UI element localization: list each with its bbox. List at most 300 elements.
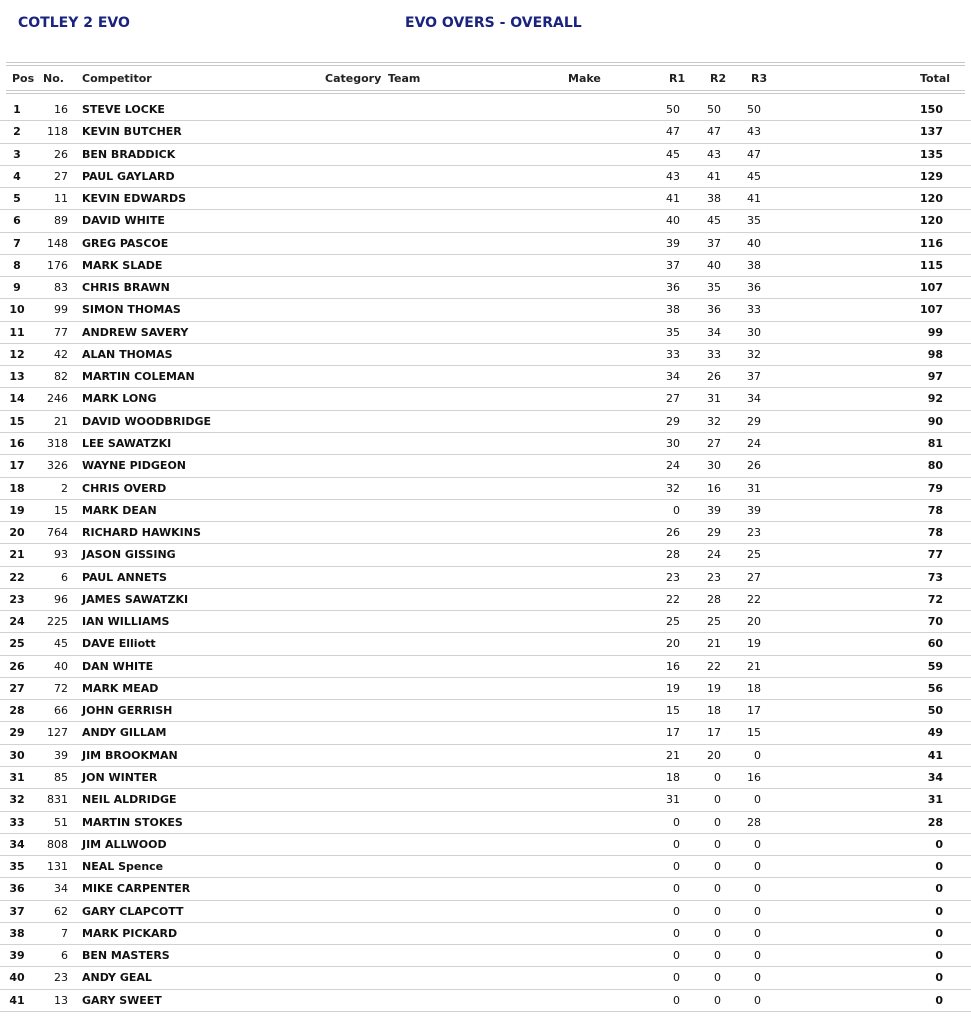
number-cell: 51	[54, 815, 68, 829]
table-row	[0, 388, 971, 410]
position-cell: 30	[9, 748, 25, 762]
table-row	[0, 856, 971, 878]
competitor-cell: CHRIS BRAWN	[82, 281, 170, 295]
r1-cell: 36	[666, 281, 680, 295]
number-cell: 26	[54, 147, 68, 161]
competitor-cell: DAN WHITE	[82, 659, 154, 673]
r2-cell: 0	[714, 949, 721, 963]
r3-cell: 0	[754, 882, 761, 896]
table-row	[0, 544, 971, 566]
total-cell: 107	[920, 281, 943, 295]
competitor-cell: SIMON THOMAS	[82, 303, 181, 317]
r3-cell: 0	[754, 860, 761, 874]
position-cell: 10	[9, 303, 25, 317]
total-cell: 34	[927, 770, 943, 784]
r2-cell: 0	[714, 793, 721, 807]
number-cell: 808	[47, 837, 68, 851]
competitor-cell: PAUL ANNETS	[82, 570, 167, 584]
total-cell: 0	[935, 926, 943, 940]
position-cell: 39	[9, 949, 25, 963]
r3-cell: 18	[747, 681, 761, 695]
col-competitor-header: Competitor	[82, 72, 152, 85]
number-cell: 2	[61, 481, 68, 495]
r2-cell: 33	[707, 347, 721, 361]
position-cell: 9	[13, 281, 21, 295]
r2-cell: 37	[707, 236, 721, 250]
r3-cell: 45	[747, 169, 761, 183]
position-cell: 41	[9, 993, 25, 1007]
r1-cell: 22	[666, 592, 680, 606]
competitor-cell: BEN BRADDICK	[82, 147, 176, 161]
r2-cell: 0	[714, 926, 721, 940]
col-r1-header: R1	[669, 72, 686, 85]
r1-cell: 38	[666, 303, 680, 317]
r1-cell: 20	[666, 637, 680, 651]
r2-cell: 35	[707, 281, 721, 295]
r3-cell: 27	[747, 570, 761, 584]
r2-cell: 34	[707, 325, 721, 339]
position-cell: 1	[13, 103, 21, 116]
r1-cell: 34	[666, 370, 680, 384]
r2-cell: 0	[714, 837, 721, 851]
number-cell: 96	[54, 592, 68, 606]
r3-cell: 0	[754, 904, 761, 918]
table-row	[0, 121, 971, 143]
r3-cell: 21	[747, 659, 761, 673]
competitor-cell: JIM BROOKMAN	[82, 748, 178, 762]
r3-cell: 23	[747, 526, 761, 540]
r3-cell: 0	[754, 926, 761, 940]
competitor-cell: STEVE LOCKE	[82, 103, 165, 116]
r3-cell: 0	[754, 971, 761, 985]
r3-cell: 26	[747, 459, 761, 473]
number-cell: 82	[54, 370, 68, 384]
competitor-cell: DAVID WHITE	[82, 214, 165, 228]
table-row	[0, 366, 971, 388]
competitor-cell: ALAN THOMAS	[82, 347, 173, 361]
total-cell: 107	[920, 303, 943, 317]
table-row	[0, 99, 971, 121]
position-cell: 26	[9, 659, 25, 673]
r3-cell: 28	[747, 815, 761, 829]
number-cell: 131	[47, 860, 68, 874]
position-cell: 18	[9, 481, 25, 495]
table-row	[0, 478, 971, 500]
table-row	[0, 433, 971, 455]
r3-cell: 17	[747, 704, 761, 718]
r1-cell: 17	[666, 726, 680, 740]
competitor-cell: DAVID WOODBRIDGE	[82, 414, 212, 428]
class-title: EVO OVERS - OVERALL	[405, 15, 582, 31]
r3-cell: 38	[747, 258, 761, 272]
r3-cell: 0	[754, 993, 761, 1007]
number-cell: 77	[54, 325, 68, 339]
position-cell: 4	[13, 169, 21, 183]
table-row	[0, 633, 971, 655]
r3-cell: 37	[747, 370, 761, 384]
r2-cell: 25	[707, 615, 721, 629]
r2-cell: 32	[707, 414, 721, 428]
table-row	[0, 656, 971, 678]
r2-cell: 24	[707, 548, 721, 562]
total-cell: 79	[927, 481, 943, 495]
total-cell: 120	[920, 214, 943, 228]
total-cell: 0	[935, 837, 943, 851]
r1-cell: 47	[666, 125, 680, 139]
total-cell: 92	[927, 392, 943, 406]
number-cell: 93	[54, 548, 68, 562]
r2-cell: 30	[707, 459, 721, 473]
competitor-cell: MARK MEAD	[82, 681, 159, 695]
position-cell: 2	[13, 125, 21, 139]
r2-cell: 23	[707, 570, 721, 584]
position-cell: 12	[9, 347, 25, 361]
position-cell: 7	[13, 236, 21, 250]
number-cell: 45	[54, 637, 68, 651]
total-cell: 99	[927, 325, 943, 339]
position-cell: 32	[9, 793, 25, 807]
table-row	[0, 901, 971, 923]
event-title: COTLEY 2 EVO	[18, 15, 130, 31]
total-cell: 50	[927, 704, 943, 718]
position-cell: 20	[9, 526, 25, 540]
table-row	[0, 589, 971, 611]
r1-cell: 0	[673, 971, 680, 985]
table-row	[0, 700, 971, 722]
competitor-cell: WAYNE PIDGEON	[82, 459, 187, 473]
competitor-cell: NEIL ALDRIDGE	[82, 793, 177, 807]
table-row	[0, 455, 971, 477]
r1-cell: 16	[666, 659, 680, 673]
competitor-cell: PAUL GAYLARD	[82, 169, 175, 183]
r3-cell: 0	[754, 793, 761, 807]
position-cell: 8	[13, 258, 21, 272]
r2-cell: 18	[707, 704, 721, 718]
r1-cell: 15	[666, 704, 680, 718]
position-cell: 6	[13, 214, 21, 228]
r1-cell: 30	[666, 436, 680, 450]
competitor-cell: MARK SLADE	[82, 258, 163, 272]
r3-cell: 0	[754, 949, 761, 963]
header-rule-top-2	[6, 65, 965, 66]
r1-cell: 18	[666, 770, 680, 784]
r2-cell: 0	[714, 971, 721, 985]
table-row	[0, 144, 971, 166]
competitor-cell: JASON GISSING	[82, 548, 176, 562]
r2-cell: 20	[707, 748, 721, 762]
position-cell: 23	[9, 592, 25, 606]
number-cell: 42	[54, 347, 68, 361]
number-cell: 7	[61, 926, 68, 940]
col-total-header: Total	[920, 72, 951, 85]
r2-cell: 38	[707, 192, 721, 206]
col-team-header: Team	[388, 72, 421, 85]
table-row	[0, 878, 971, 900]
total-cell: 137	[920, 125, 943, 139]
table-row	[0, 789, 971, 811]
r1-cell: 50	[666, 103, 680, 116]
position-cell: 16	[9, 436, 25, 450]
position-cell: 13	[9, 370, 25, 384]
table-row	[0, 745, 971, 767]
position-cell: 29	[9, 726, 25, 740]
table-row	[0, 299, 971, 321]
r3-cell: 41	[747, 192, 761, 206]
r2-cell: 47	[707, 125, 721, 139]
position-cell: 35	[9, 860, 25, 874]
number-cell: 85	[54, 770, 68, 784]
number-cell: 11	[54, 192, 68, 206]
col-no-header: No.	[43, 72, 64, 85]
total-cell: 98	[927, 347, 943, 361]
competitor-cell: CHRIS OVERD	[82, 481, 167, 495]
r2-cell: 50	[707, 103, 721, 116]
competitor-cell: GREG PASCOE	[82, 236, 169, 250]
total-cell: 0	[935, 882, 943, 896]
r1-cell: 0	[673, 926, 680, 940]
total-cell: 0	[935, 860, 943, 874]
r2-cell: 16	[707, 481, 721, 495]
r3-cell: 47	[747, 147, 761, 161]
competitor-cell: MARTIN COLEMAN	[82, 370, 195, 384]
r3-cell: 19	[747, 637, 761, 651]
competitor-cell: BEN MASTERS	[82, 949, 170, 963]
number-cell: 6	[61, 570, 68, 584]
position-cell: 22	[9, 570, 25, 584]
total-cell: 81	[927, 436, 943, 450]
r1-cell: 33	[666, 347, 680, 361]
r3-cell: 0	[754, 837, 761, 851]
competitor-cell: KEVIN BUTCHER	[82, 125, 182, 139]
number-cell: 15	[54, 503, 68, 517]
table-row	[0, 500, 971, 522]
number-cell: 27	[54, 169, 68, 183]
competitor-cell: NEAL Spence	[82, 860, 164, 874]
col-category-header: Category	[325, 72, 382, 85]
total-cell: 60	[927, 637, 943, 651]
r2-cell: 19	[707, 681, 721, 695]
r2-cell: 27	[707, 436, 721, 450]
table-row	[0, 611, 971, 633]
r3-cell: 36	[747, 281, 761, 295]
r3-cell: 16	[747, 770, 761, 784]
competitor-cell: KEVIN EDWARDS	[82, 192, 187, 206]
r3-cell: 43	[747, 125, 761, 139]
table-row	[0, 990, 971, 1012]
total-cell: 78	[927, 503, 943, 517]
r1-cell: 29	[666, 414, 680, 428]
total-cell: 77	[927, 548, 943, 562]
competitor-cell: MARK PICKARD	[82, 926, 178, 940]
r3-cell: 22	[747, 592, 761, 606]
r2-cell: 0	[714, 904, 721, 918]
r1-cell: 0	[673, 815, 680, 829]
competitor-cell: RICHARD HAWKINS	[82, 526, 201, 540]
number-cell: 148	[47, 236, 68, 250]
r1-cell: 25	[666, 615, 680, 629]
competitor-cell: GARY SWEET	[82, 993, 162, 1007]
number-cell: 99	[54, 303, 68, 317]
r1-cell: 43	[666, 169, 680, 183]
table-row	[0, 923, 971, 945]
number-cell: 13	[54, 993, 68, 1007]
table-row	[0, 522, 971, 544]
r1-cell: 40	[666, 214, 680, 228]
r3-cell: 35	[747, 214, 761, 228]
r2-cell: 29	[707, 526, 721, 540]
total-cell: 0	[935, 904, 943, 918]
r1-cell: 27	[666, 392, 680, 406]
number-cell: 246	[47, 392, 68, 406]
competitor-cell: IAN WILLIAMS	[82, 615, 170, 629]
competitor-cell: JOHN GERRISH	[82, 704, 173, 718]
r1-cell: 0	[673, 993, 680, 1007]
total-cell: 135	[920, 147, 943, 161]
number-cell: 831	[47, 793, 68, 807]
r3-cell: 24	[747, 436, 761, 450]
r1-cell: 35	[666, 325, 680, 339]
r1-cell: 21	[666, 748, 680, 762]
number-cell: 72	[54, 681, 68, 695]
header-rule-bottom	[6, 90, 965, 91]
position-cell: 19	[9, 503, 25, 517]
r2-cell: 28	[707, 592, 721, 606]
r1-cell: 32	[666, 481, 680, 495]
r3-cell: 0	[754, 748, 761, 762]
r1-cell: 23	[666, 570, 680, 584]
r3-cell: 39	[747, 503, 761, 517]
total-cell: 116	[920, 236, 943, 250]
total-cell: 72	[927, 592, 943, 606]
r2-cell: 45	[707, 214, 721, 228]
total-cell: 0	[935, 993, 943, 1007]
competitor-cell: ANDY GILLAM	[82, 726, 167, 740]
table-row	[0, 188, 971, 210]
r2-cell: 41	[707, 169, 721, 183]
position-cell: 21	[9, 548, 25, 562]
table-row	[0, 945, 971, 967]
position-cell: 3	[13, 147, 21, 161]
header-rule-bottom-2	[6, 93, 965, 94]
r1-cell: 28	[666, 548, 680, 562]
r1-cell: 26	[666, 526, 680, 540]
position-cell: 36	[9, 882, 25, 896]
number-cell: 176	[47, 258, 68, 272]
number-cell: 318	[47, 436, 68, 450]
number-cell: 34	[54, 882, 68, 896]
competitor-cell: JON WINTER	[82, 770, 158, 784]
r1-cell: 0	[673, 837, 680, 851]
r2-cell: 39	[707, 503, 721, 517]
r1-cell: 0	[673, 882, 680, 896]
position-cell: 40	[9, 971, 25, 985]
r2-cell: 31	[707, 392, 721, 406]
r3-cell: 34	[747, 392, 761, 406]
table-row	[0, 834, 971, 856]
r1-cell: 0	[673, 860, 680, 874]
position-cell: 17	[9, 459, 25, 473]
position-cell: 5	[13, 192, 21, 206]
competitor-cell: JIM ALLWOOD	[82, 837, 167, 851]
total-cell: 97	[927, 370, 943, 384]
position-cell: 33	[9, 815, 25, 829]
number-cell: 62	[54, 904, 68, 918]
total-cell: 90	[927, 414, 943, 428]
position-cell: 37	[9, 904, 25, 918]
position-cell: 11	[9, 325, 25, 339]
total-cell: 115	[920, 258, 943, 272]
r1-cell: 0	[673, 503, 680, 517]
table-row	[0, 277, 971, 299]
r2-cell: 22	[707, 659, 721, 673]
competitor-cell: MARTIN STOKES	[82, 815, 183, 829]
r3-cell: 50	[747, 103, 761, 116]
table-row	[0, 678, 971, 700]
number-cell: 89	[54, 214, 68, 228]
r1-cell: 45	[666, 147, 680, 161]
r3-cell: 15	[747, 726, 761, 740]
number-cell: 21	[54, 414, 68, 428]
table-row	[0, 967, 971, 989]
r1-cell: 31	[666, 793, 680, 807]
number-cell: 127	[47, 726, 68, 740]
col-r3-header: R3	[751, 72, 768, 85]
r2-cell: 36	[707, 303, 721, 317]
r1-cell: 37	[666, 258, 680, 272]
number-cell: 66	[54, 704, 68, 718]
r2-cell: 0	[714, 860, 721, 874]
r1-cell: 19	[666, 681, 680, 695]
position-cell: 25	[9, 637, 25, 651]
total-cell: 80	[927, 459, 943, 473]
r3-cell: 32	[747, 347, 761, 361]
competitor-cell: GARY CLAPCOTT	[82, 904, 184, 918]
total-cell: 28	[927, 815, 943, 829]
total-cell: 150	[920, 103, 943, 116]
r2-cell: 0	[714, 815, 721, 829]
table-row	[0, 210, 971, 232]
total-cell: 78	[927, 526, 943, 540]
total-cell: 0	[935, 949, 943, 963]
table-row	[0, 567, 971, 589]
competitor-cell: DAVE Elliott	[82, 637, 156, 651]
r2-cell: 21	[707, 637, 721, 651]
r2-cell: 0	[714, 770, 721, 784]
r1-cell: 24	[666, 459, 680, 473]
position-cell: 15	[9, 414, 25, 428]
competitor-cell: JAMES SAWATZKI	[82, 592, 189, 606]
r3-cell: 25	[747, 548, 761, 562]
position-cell: 14	[9, 392, 25, 406]
table-row	[0, 233, 971, 255]
number-cell: 16	[54, 103, 68, 116]
total-cell: 73	[927, 570, 943, 584]
total-cell: 0	[935, 971, 943, 985]
total-cell: 129	[920, 169, 943, 183]
table-row	[0, 322, 971, 344]
number-cell: 6	[61, 949, 68, 963]
col-pos-header: Pos	[12, 72, 35, 85]
table-row	[0, 344, 971, 366]
number-cell: 326	[47, 459, 68, 473]
competitor-cell: MIKE CARPENTER	[82, 882, 191, 896]
total-cell: 59	[927, 659, 943, 673]
position-cell: 24	[9, 615, 25, 629]
r2-cell: 43	[707, 147, 721, 161]
number-cell: 39	[54, 748, 68, 762]
r3-cell: 20	[747, 615, 761, 629]
position-cell: 34	[9, 837, 25, 851]
